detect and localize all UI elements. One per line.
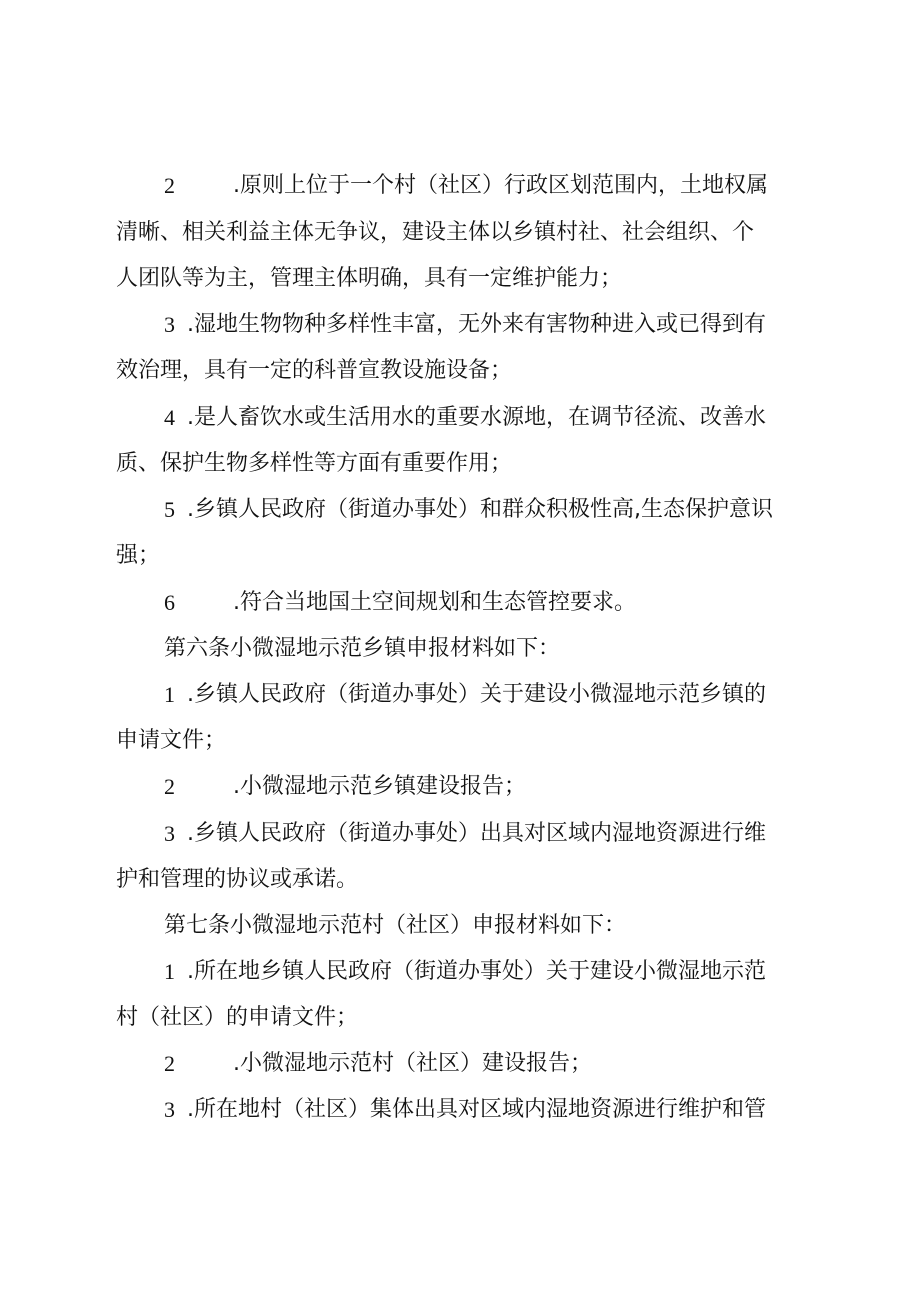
paragraph-text: .是人畜饮水或生活用水的重要水源地，在调节径流、改善水: [187, 405, 766, 430]
paragraph-text: .小微湿地示范乡镇建设报告；: [233, 774, 526, 799]
paragraph-text: .所在地乡镇人民政府（街道办事处）关于建设小微湿地示范: [187, 959, 766, 984]
item-number: 2: [164, 1051, 175, 1076]
paragraph-text: 质、保护生物多样性等方面有重要作用；: [116, 451, 513, 476]
paragraph-text: 第六条小微湿地示范乡镇申报材料如下：: [164, 636, 561, 661]
item-number: 3: [164, 312, 175, 337]
paragraph-text: 强；: [116, 543, 161, 568]
item-number: 4: [164, 405, 175, 430]
paragraph-text: 护和管理的协议或承诺。: [116, 867, 359, 892]
paragraph-text: .符合当地国土空间规划和生态管控要求。: [233, 590, 636, 615]
item-number: 5: [164, 497, 175, 522]
paragraph-text: .乡镇人民政府（街道办事处）和群众积极性高,生态保护意识: [187, 497, 773, 522]
paragraph-text: .原则上位于一个村（社区）行政区划范围内，土地权属: [233, 173, 768, 198]
item-number: 6: [164, 590, 175, 615]
paragraph-text: 第七条小微湿地示范村（社区）申报材料如下：: [164, 913, 627, 938]
paragraph-text: .所在地村（社区）集体出具对区域内湿地资源进行维护和管: [187, 1097, 766, 1122]
item-number: 2: [164, 173, 175, 198]
paragraph-text: .小微湿地示范村（社区）建设报告；: [233, 1051, 592, 1076]
paragraph-text: 村（社区）的申请文件；: [116, 1005, 359, 1030]
paragraph-text: 清晰、相关利益主体无争议，建设主体以乡镇村社、社会组织、个: [116, 220, 755, 245]
paragraph-text: .乡镇人民政府（街道办事处）出具对区域内湿地资源进行维: [187, 821, 766, 846]
item-number: 3: [164, 821, 175, 846]
item-number: 3: [164, 1097, 175, 1122]
item-number: 2: [164, 774, 175, 799]
paragraph-text: .湿地生物物种多样性丰富，无外来有害物种进入或已得到有: [187, 312, 766, 337]
paragraph-text: .乡镇人民政府（街道办事处）关于建设小微湿地示范乡镇的: [187, 682, 766, 707]
paragraph-text: 效治理，具有一定的科普宣教设施设备；: [116, 358, 513, 383]
item-number: 1: [164, 682, 175, 707]
item-number: 1: [164, 959, 175, 984]
paragraph-text: 申请文件；: [116, 728, 227, 753]
paragraph-text: 人团队等为主，管理主体明确，具有一定维护能力；: [116, 266, 623, 291]
